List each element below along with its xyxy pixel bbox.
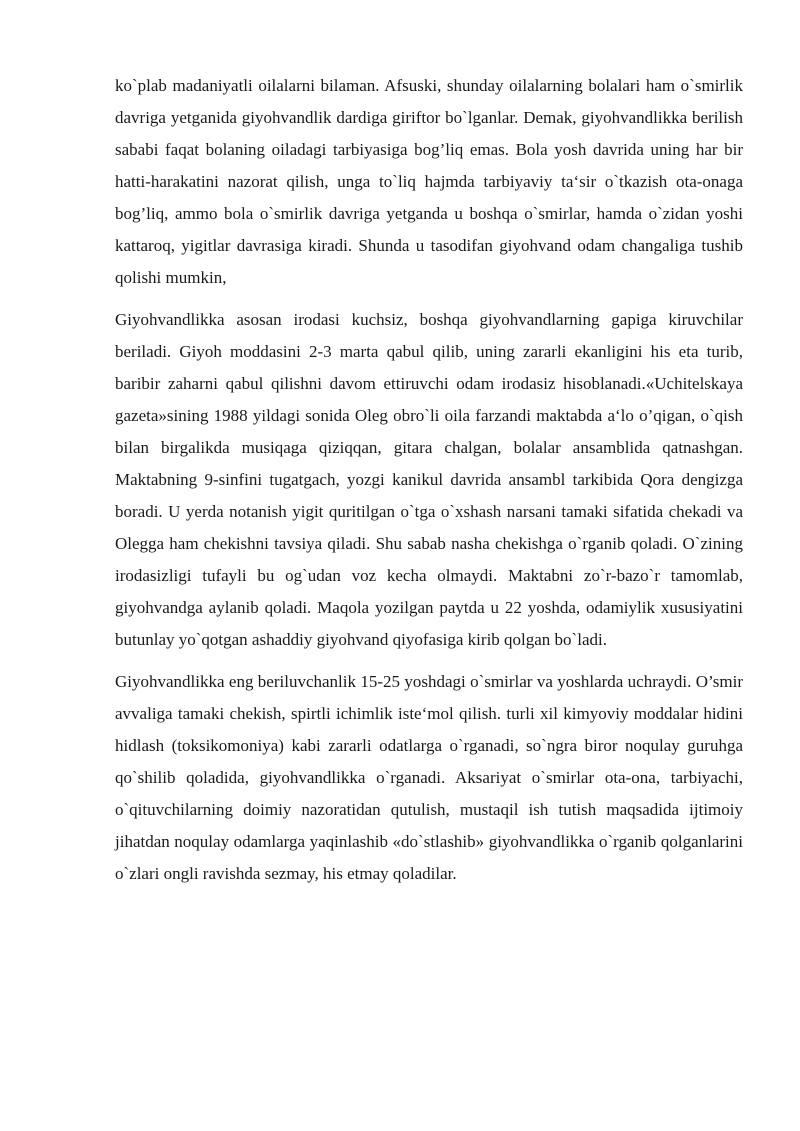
document-page	[115, 70, 743, 900]
paragraph: Giyohvandlikka eng beriluvchanlik 15-25 yoshdagi o`smirlar va yoshlarda uchraydi. O’smir avvaliga tamaki chekish, spirtli ichimlik iste‘mol qilish. turli xil kimyoviy moddalar hidini hidlash (toksikomoniya) kabi zararli odatlarga o`rganadi, so`ngra biror noqulay guruhga qo`shilib qoladida, giyohvandlikka o`rganadi. Aksariyat o`smirlar ota-ona, tarbiyachi, o`qituvchilarning doimiy nazoratidan qutulish, mustaqil ish tutish maqsadida ijtimoiy jihatdan noqulay odamlarga yaqinlashib «do`stlashib» giyohvandlikka o`rganib qolganlarini o`zlari ongli ravishda sezmay, his etmay qoladilar.	[115, 672, 743, 883]
paragraph: ko`plab madaniyatli oilalarni bilaman. Afsuski, shunday oilalarning bolalari ham o`smirlik davriga yetganida giyohvandlik dardiga giriftor bo`lganlar. Demak, giyohvandlikka berilish sababi faqat bolaning oiladagi tarbiyasiga bog’liq emas. Bola yosh davrida uning har bir hatti-harakatini nazorat qilish, unga to`liq hajmda tarbiyaviy ta‘sir o`tkazish ota-onaga bog’liq, ammo bola o`smirlik davriga yetganda u boshqa o`smirlar, hamda o`zidan yoshi kattaroq, yigitlar davrasiga kiradi. Shunda u tasodifan giyohvand odam changaliga tushib qolishi mumkin,	[115, 76, 743, 287]
paragraph: Giyohvandlikka asosan irodasi kuchsiz, boshqa giyohvandlarning gapiga kiruvchilar beriladi. Giyoh moddasini 2-3 marta qabul qilib, uning zararli ekanligini his eta turib, baribir zaharni qabul qilishni davom ettiruvchi odam irodasiz hisoblanadi.«Uchitelskaya gazeta»sining 1988 yildagi sonida Oleg obro`li oila farzandi maktabda a‘lo o’qigan, o`qish bilan birgalikda musiqaga qiziqqan, gitara chalgan, bolalar ansamblida qatnashgan. Maktabning 9-sinfini tugatgach, yozgi kanikul davrida ansambl tarkibida Qora dengizga boradi. U yerda notanish yigit quritilgan o`tga o`xshash narsani tamaki sifatida chekadi va Olegga ham chekishni tavsiya qiladi. Shu sabab nasha chekishga o`rganib qoladi. O`zining irodasizligi tufayli bu og`udan voz kecha olmaydi. Maktabni zo`r-bazo`r tamomlab, giyohvandga aylanib qoladi. Maqola yozilgan paytda u 22 yoshda, odamiylik xususiyatini butunlay yo`qotgan ashaddiy giyohvand qiyofasiga kirib qolgan bo`ladi.	[115, 310, 743, 649]
